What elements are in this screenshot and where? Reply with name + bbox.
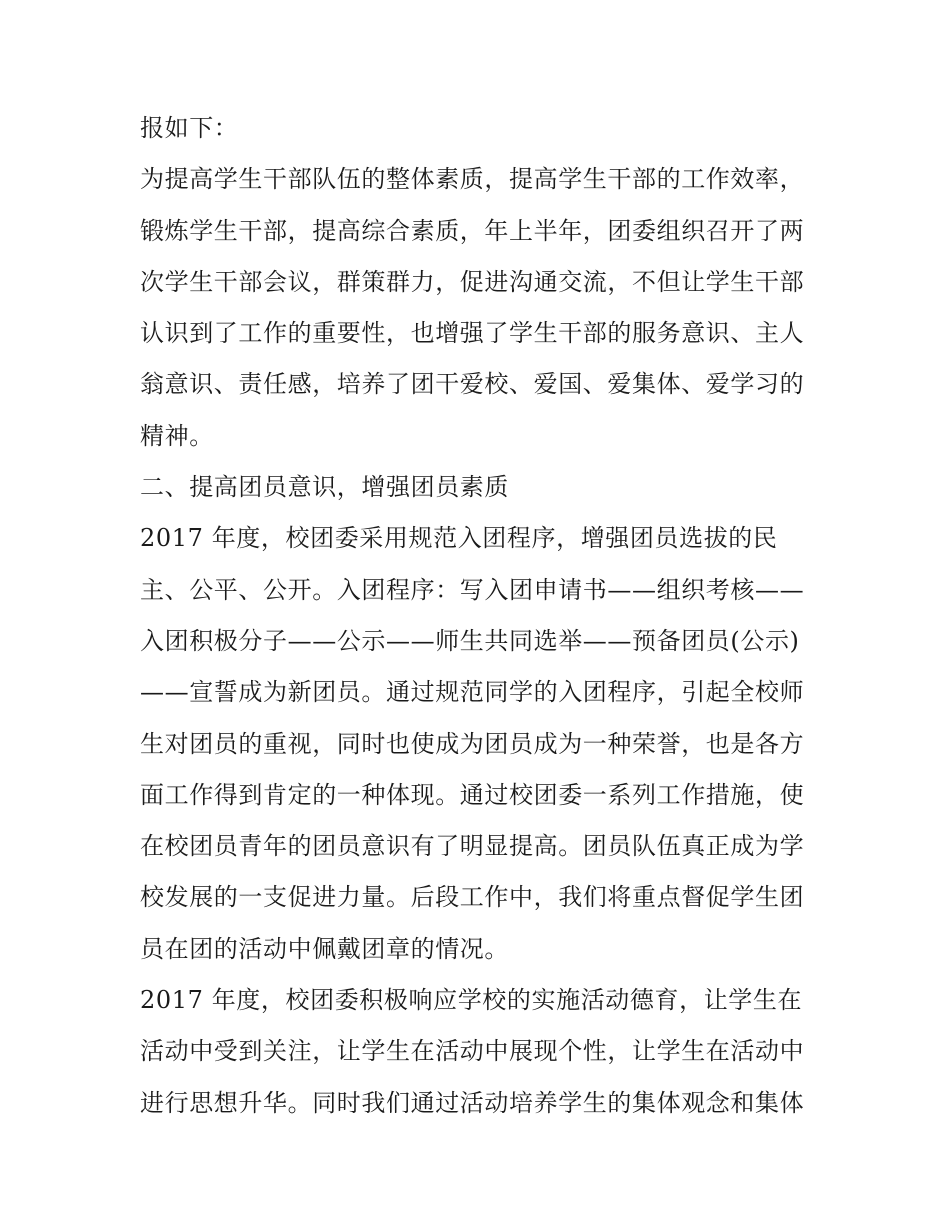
body-text xyxy=(140,103,820,1129)
section-heading: 二、提高团员意识，增强团员素质 xyxy=(140,473,509,502)
text-line: 2017 年度，校团委采用规范入团程序，增强团员选拔的民 xyxy=(140,524,778,553)
text-line: 生对团员的重视，同时也使成为团员成为一种荣誉，也是各方 xyxy=(140,729,805,758)
text-line: 认识到了工作的重要性，也增强了学生干部的服务意识、主人 xyxy=(140,319,805,348)
text-line: 锻炼学生干部，提高综合素质，年上半年，团委组织召开了两 xyxy=(140,216,805,245)
text-line: 2017 年度，校团委积极响应学校的实施活动德育，让学生在 xyxy=(140,986,803,1015)
text-line: 精神。 xyxy=(140,421,214,450)
text-line: 主、公平、公开。入团程序：写入团申请书——组织考核—— xyxy=(140,575,805,604)
text-line: 在校团员青年的团员意识有了明显提高。团员队伍真正成为学 xyxy=(140,832,805,861)
text-line: 校发展的一支促进力量。后段工作中，我们将重点督促学生团 xyxy=(140,883,805,912)
text-line: 次学生干部会议，群策群力，促进沟通交流，不但让学生干部 xyxy=(140,267,805,296)
text-line: 面工作得到肯定的一种体现。通过校团委一系列工作措施，使 xyxy=(140,780,805,809)
text-line: 员在团的活动中佩戴团章的情况。 xyxy=(140,934,509,963)
text-line: 为提高学生干部队伍的整体素质，提高学生干部的工作效率， xyxy=(140,165,805,194)
text-line: 入团积极分子——公示——师生共同选举——预备团员(公示) xyxy=(140,626,800,655)
text-line: 活动中受到关注，让学生在活动中展现个性，让学生在活动中 xyxy=(140,1037,805,1066)
text-line: ——宣誓成为新团员。通过规范同学的入团程序，引起全校师 xyxy=(140,678,805,707)
text-line: 报如下： xyxy=(140,114,239,142)
text-line: 翁意识、责任感，培养了团干爱校、爱国、爱集体、爱学习的 xyxy=(140,370,805,399)
text-line: 进行思想升华。同时我们通过活动培养学生的集体观念和集体 xyxy=(140,1088,805,1117)
